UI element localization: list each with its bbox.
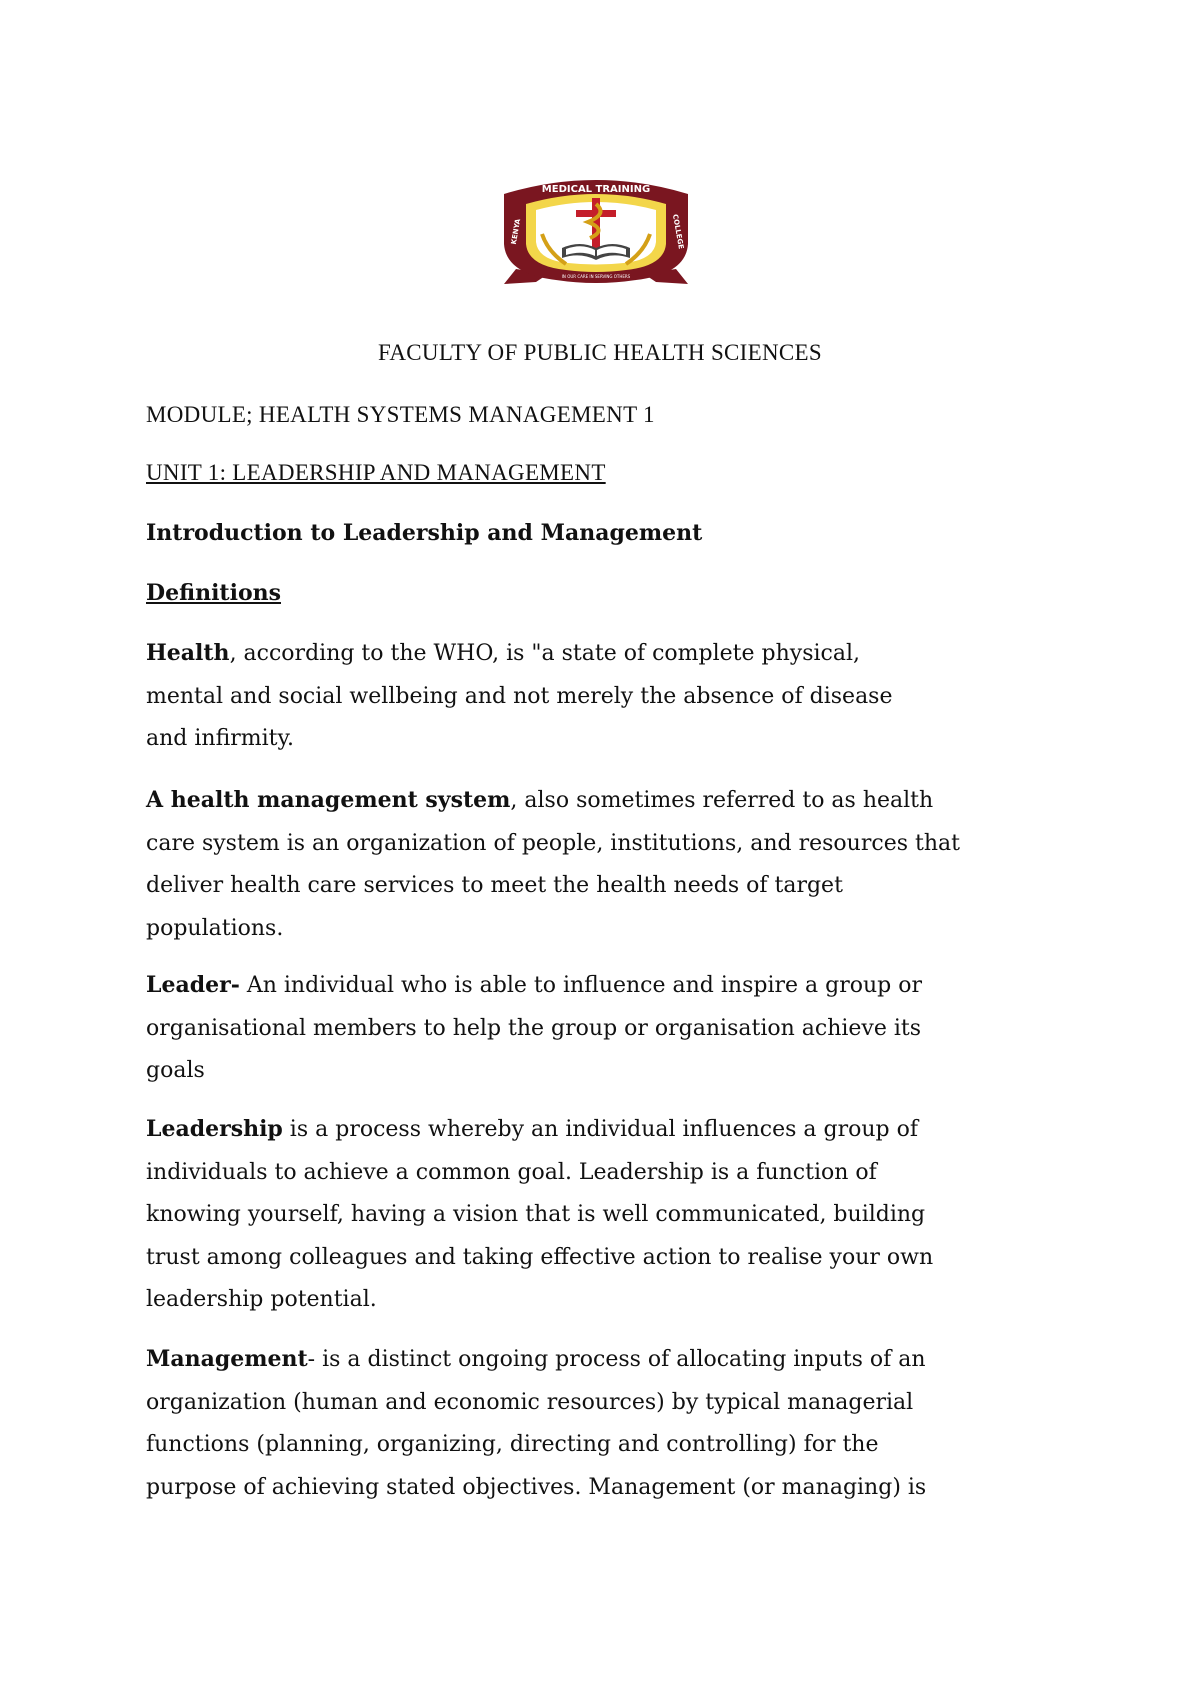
definition-term: Leader-	[146, 972, 240, 998]
logo-text-top: MEDICAL TRAINING	[541, 184, 651, 195]
college-logo	[496, 174, 696, 294]
definition-leader: Leader- An individual who is able to influence and inspire a group or organisational members to help the group or organisation achieve its goals	[146, 972, 922, 1083]
definition-health-management-system: A health management system, also sometimes referred to as health care system is an organization of people, institutions, and resources that deliver health care services to meet the health needs of target populations.	[146, 787, 960, 941]
definition-health: Health, according to the WHO, is "a state of complete physical, mental and social wellbeing and not merely the absence of disease and infirmity.	[146, 640, 893, 751]
logo-text-left: KENYA	[509, 218, 523, 246]
definition-leadership: Leadership is a process whereby an individual influences a group of individuals to achieve a common goal. Leadership is a function of knowing yourself, having a vision that is well communicated, building trust among colleagues and taking effective action to realise your own leadership potential.	[146, 1116, 934, 1312]
definition-management: Management- is a distinct ongoing process of allocating inputs of an organization (human and economic resources) by typical managerial functions (planning, organizing, directing and controlling) for the purpose of achieving stated objectives. Management (or managing) is	[146, 1346, 927, 1500]
logo-text-right: COLLEGE	[670, 213, 685, 250]
faculty-title: FACULTY OF PUBLIC HEALTH SCIENCES	[378, 340, 822, 365]
module-title: MODULE; HEALTH SYSTEMS MANAGEMENT 1	[146, 402, 655, 427]
definition-term: Leadership	[146, 1116, 283, 1142]
unit-title: UNIT 1: LEADERSHIP AND MANAGEMENT	[146, 460, 606, 485]
definition-term: Management	[146, 1346, 308, 1372]
intro-heading: Introduction to Leadership and Management	[146, 520, 703, 546]
logo-motto: IN OUR CARE IN SERVING OTHERS	[561, 274, 631, 279]
definitions-heading: Definitions	[146, 580, 281, 606]
definition-term: A health management system	[146, 787, 511, 813]
definition-term: Health	[146, 640, 230, 666]
